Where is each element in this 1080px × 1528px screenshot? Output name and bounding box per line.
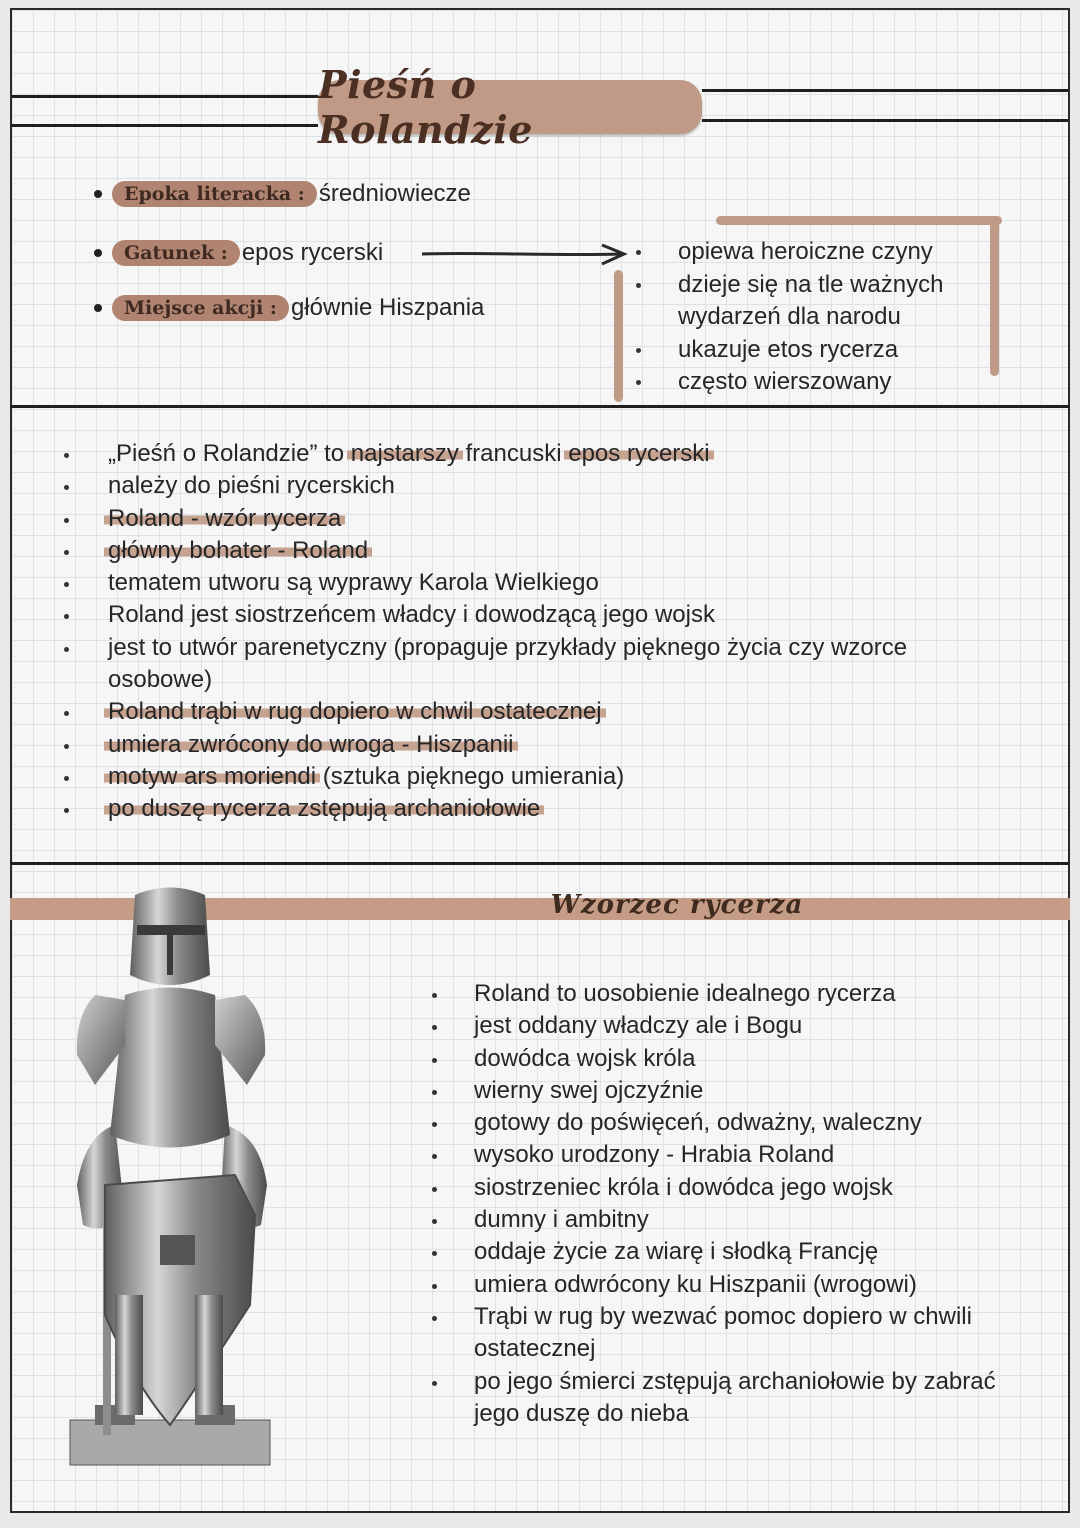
- bullet-icon: [636, 250, 641, 255]
- bullet-icon: [94, 304, 102, 312]
- section-title: Wzorzec rycerza: [550, 890, 804, 920]
- list-item: motyw ars moriendi (sztuka pięknego umierania): [62, 761, 962, 793]
- knight-armor-image: [55, 885, 285, 1475]
- list-item: jest to utwór parenetyczny (propaguje przykłady pięknego życia czy wzorce osobowe): [62, 632, 968, 697]
- list-item: główny bohater - Roland: [62, 535, 962, 567]
- list-item: Roland to uosobienie idealnego rycerza: [430, 978, 1020, 1010]
- list-item: wysoko urodzony - Hrabia Roland: [430, 1139, 1020, 1171]
- title-rule-right-top: [702, 89, 1068, 92]
- title-rule-right-bottom: [702, 119, 1068, 122]
- bullet-icon: [94, 190, 102, 198]
- bullet-icon: [64, 776, 69, 781]
- bullet-icon: [636, 283, 641, 288]
- bullet-icon: [432, 1122, 437, 1127]
- list-item: po jego śmierci zstępują archaniołowie by zabrać jego duszę do nieba: [430, 1366, 1034, 1431]
- list-item: Roland - wzór rycerza: [62, 503, 962, 535]
- page-title: Pieśń o Rolandzie: [318, 62, 533, 152]
- facts-list: [62, 438, 962, 826]
- info-epoka: [94, 180, 471, 208]
- bullet-icon: [64, 711, 69, 716]
- info-miejsce: [94, 294, 484, 322]
- list-item: Roland trąbi w rug dopiero w chwil ostatecznej: [62, 696, 962, 728]
- bullet-icon: [64, 647, 69, 652]
- epos-features-list: [636, 236, 988, 399]
- list-item: należy do pieśni rycerskich: [62, 470, 962, 502]
- bullet-icon: [432, 993, 437, 998]
- title-rule-left-top: [12, 95, 318, 98]
- info-label: Gatunek :: [112, 240, 240, 266]
- info-value: epos rycerski: [241, 239, 384, 266]
- list-item: umiera zwrócony do wroga - Hiszpanii: [62, 729, 962, 761]
- bullet-icon: [636, 348, 641, 353]
- list-item: Roland jest siostrzeńcem władcy i dowodzącą jego wojsk: [62, 599, 962, 631]
- info-label: Epoka literacka :: [112, 181, 317, 207]
- traits-list: [430, 978, 1020, 1430]
- list-item: oddaje życie za wiarę i słodką Francję: [430, 1236, 1020, 1268]
- bullet-icon: [64, 518, 69, 523]
- arrow-right-icon: [420, 240, 630, 270]
- bullet-icon: [64, 550, 69, 555]
- list-item: siostrzeniec króla i dowódca jego wojsk: [430, 1172, 1020, 1204]
- bullet-icon: [64, 744, 69, 749]
- info-label: Miejsce akcji :: [112, 295, 289, 321]
- title-rule-left-bottom: [12, 124, 318, 127]
- list-item: Trąbi w rug by wezwać pomoc dopiero w chwili ostatecznej: [430, 1301, 1034, 1366]
- list-item: po duszę rycerza zstępują archaniołowie: [62, 793, 962, 825]
- list-item: jest oddany władczy ale i Bogu: [430, 1010, 1020, 1042]
- bullet-icon: [432, 1219, 437, 1224]
- bullet-icon: [432, 1316, 437, 1321]
- info-value: średniowiecze: [318, 180, 471, 207]
- bullet-icon: [64, 582, 69, 587]
- bracket-left: [614, 270, 623, 402]
- info-gatunek: [94, 239, 383, 267]
- bullet-icon: [64, 485, 69, 490]
- bullet-icon: [432, 1284, 437, 1289]
- bullet-icon: [432, 1154, 437, 1159]
- list-item: opiewa heroiczne czyny: [636, 236, 988, 269]
- bullet-icon: [432, 1381, 437, 1386]
- section-divider-2: [10, 862, 1070, 865]
- info-value: głównie Hiszpania: [290, 294, 485, 321]
- bullet-icon: [432, 1025, 437, 1030]
- list-item: „Pieśń o Rolandzie” to najstarszy francuski epos rycerski: [62, 438, 962, 470]
- bullet-icon: [432, 1090, 437, 1095]
- bracket-top: [716, 216, 1002, 225]
- bullet-icon: [636, 380, 641, 385]
- bullet-icon: [432, 1251, 437, 1256]
- bullet-icon: [64, 614, 69, 619]
- list-item: wierny swej ojczyźnie: [430, 1075, 1020, 1107]
- bullet-icon: [64, 808, 69, 813]
- list-item: umiera odwrócony ku Hiszpanii (wrogowi): [430, 1269, 1020, 1301]
- bullet-icon: [432, 1187, 437, 1192]
- bullet-icon: [64, 453, 69, 458]
- bullet-icon: [94, 249, 102, 257]
- bracket-right: [990, 220, 999, 376]
- list-item: tematem utworu są wyprawy Karola Wielkiego: [62, 567, 962, 599]
- list-item: dumny i ambitny: [430, 1204, 1020, 1236]
- bullet-icon: [432, 1058, 437, 1063]
- list-item: gotowy do poświęceń, odważny, waleczny: [430, 1107, 1020, 1139]
- list-item: dzieje się na tle ważnych wydarzeń dla narodu: [636, 269, 988, 334]
- list-item: dowódca wojsk króla: [430, 1043, 1020, 1075]
- section-divider-1: [10, 405, 1070, 408]
- list-item: często wierszowany: [636, 366, 988, 399]
- list-item: ukazuje etos rycerza: [636, 334, 988, 367]
